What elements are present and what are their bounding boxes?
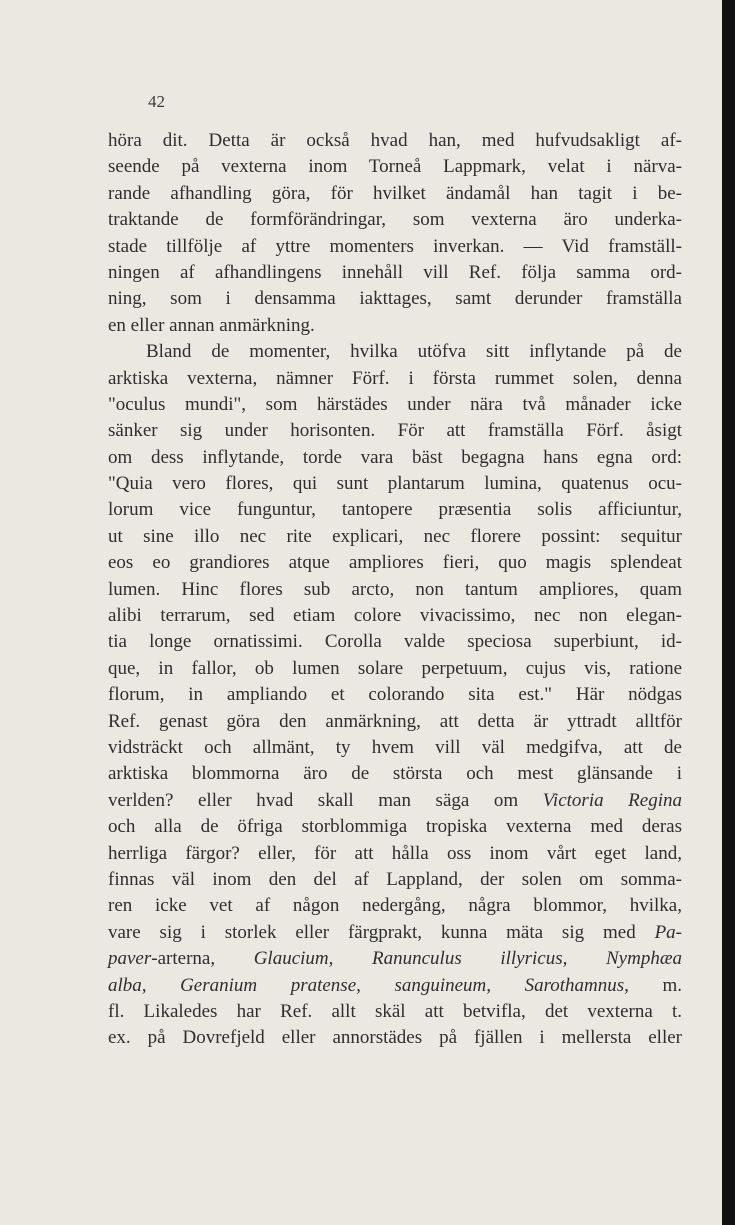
- text-line: [108, 313, 682, 339]
- text-segment: stade tillfölje af yttre momenters inverkan. — Vid framställ-: [108, 235, 682, 257]
- text-line: [108, 735, 682, 761]
- italic-text: Victoria Regina: [542, 789, 682, 811]
- text-segment: florum, in ampliando et colorando sita est." Här nödgas: [108, 684, 682, 706]
- text-line: [108, 392, 682, 418]
- text-line: [108, 788, 682, 814]
- text-line: [108, 577, 682, 603]
- text-line: [108, 920, 682, 946]
- text-segment: verlden? eller hvad skall man säga om: [108, 789, 543, 811]
- page-edge-shadow: [722, 0, 735, 1225]
- text-line: [108, 181, 682, 207]
- text-segment: ning, som i densamma iakttages, samt derunder framställa: [108, 288, 682, 310]
- text-segment: sänker sig under horisonten. För att framställa Förf. åsigt: [108, 420, 682, 442]
- italic-text: alba, Geranium pratense, sanguineum, Sarothamnus,: [108, 974, 629, 996]
- text-segment: Bland de momenter, hvilka utöfva sitt inflytande på de: [146, 341, 682, 363]
- text-line: [108, 497, 682, 523]
- text-line: [108, 893, 682, 919]
- text-segment: och alla de öfriga storblommiga tropiska vexterna med deras: [108, 816, 682, 838]
- text-line: [108, 128, 682, 154]
- text-segment: alibi terrarum, sed etiam colore vivacissimo, nec non elegan-: [108, 605, 682, 627]
- text-segment: en eller annan anmärkning.: [108, 314, 315, 336]
- text-line: [108, 445, 682, 471]
- text-segment: lorum vice funguntur, tantopere præsentia solis afficiuntur,: [108, 499, 682, 521]
- text-segment: Ref. genast göra den anmärkning, att detta är yttradt alltför: [108, 710, 682, 732]
- text-line: [108, 946, 682, 972]
- text-segment: rande afhandling göra, för hvilket ändamål han tagit i be-: [108, 182, 682, 204]
- text-segment: tia longe ornatissimi. Corolla valde speciosa superbiunt, id-: [108, 631, 682, 653]
- text-line: [108, 286, 682, 312]
- text-segment: ex. på Dovrefjeld eller annorstädes på fjällen i mellersta eller: [108, 1027, 682, 1049]
- text-segment: ren icke vet af någon nedergång, några blommor, hvilka,: [108, 895, 682, 917]
- text-segment: m.: [628, 974, 683, 996]
- italic-text: paver: [108, 948, 152, 970]
- text-segment: höra dit. Detta är också hvad han, med hufvudsakligt af-: [108, 130, 682, 151]
- text-line: [108, 366, 682, 392]
- text-segment: ut sine illo nec rite explicari, nec florere possint: sequitur: [108, 525, 682, 547]
- text-line: [108, 524, 682, 550]
- text-line: [108, 234, 682, 260]
- text-segment: fl. Likaledes har Ref. allt skäl att betvifla, det vexterna t.: [108, 1000, 682, 1022]
- text-line: [108, 339, 682, 365]
- text-line: [108, 841, 682, 867]
- text-line: [108, 550, 682, 576]
- text-line: [108, 154, 682, 180]
- text-line: [108, 761, 682, 787]
- text-segment: seende på vexterna inom Torneå Lappmark, velat i närva-: [108, 156, 682, 178]
- text-line: [108, 682, 682, 708]
- text-line: [108, 656, 682, 682]
- page-number: 42: [148, 92, 165, 111]
- text-line: [108, 629, 682, 655]
- text-line: [108, 260, 682, 286]
- text-segment: -arterna,: [151, 948, 254, 970]
- text-segment: ningen af afhandlingens innehåll vill Ref. följa samma ord-: [108, 261, 682, 283]
- text-segment: "Quia vero flores, qui sunt plantarum lumina, quatenus ocu-: [108, 473, 682, 495]
- text-segment: eos eo grandiores atque ampliores fieri, quo magis splendeat: [108, 552, 682, 574]
- text-segment: traktande de formförändringar, som vexterna äro underka-: [108, 209, 682, 231]
- text-segment: herrliga färgor? eller, för att hålla oss inom vårt eget land,: [108, 842, 682, 864]
- text-segment: arktiska vexterna, nämner Förf. i första rummet solen, denna: [108, 367, 682, 389]
- italic-text: Glaucium, Ranunculus illyricus, Nymphæa: [253, 948, 682, 970]
- text-line: [108, 471, 682, 497]
- text-line: [108, 1025, 682, 1051]
- text-segment: finnas väl inom den del af Lappland, der solen om somma-: [108, 868, 682, 890]
- text-line: [108, 207, 682, 233]
- body-text: [108, 128, 682, 1052]
- text-segment: om dess inflytande, torde vara bäst begagna hans egna ord:: [108, 446, 682, 468]
- text-line: [108, 867, 682, 893]
- text-line: [108, 418, 682, 444]
- text-segment: "oculus mundi", som härstädes under nära två månader icke: [108, 393, 682, 415]
- text-segment: vare sig i storlek eller färgprakt, kunna mäta sig med: [108, 921, 655, 943]
- text-segment: lumen. Hinc flores sub arcto, non tantum ampliores, quam: [108, 578, 682, 600]
- text-segment: que, in fallor, ob lumen solare perpetuum, cujus vis, ratione: [108, 657, 682, 679]
- text-segment: arktiska blommorna äro de största och mest glänsande i: [108, 763, 682, 785]
- text-line: [108, 814, 682, 840]
- text-line: [108, 999, 682, 1025]
- text-line: [108, 709, 682, 735]
- text-segment: vidsträckt och allmänt, ty hvem vill väl medgifva, att de: [108, 736, 682, 758]
- italic-text: Pa-: [654, 921, 682, 943]
- text-line: [108, 603, 682, 629]
- text-line: [108, 973, 682, 999]
